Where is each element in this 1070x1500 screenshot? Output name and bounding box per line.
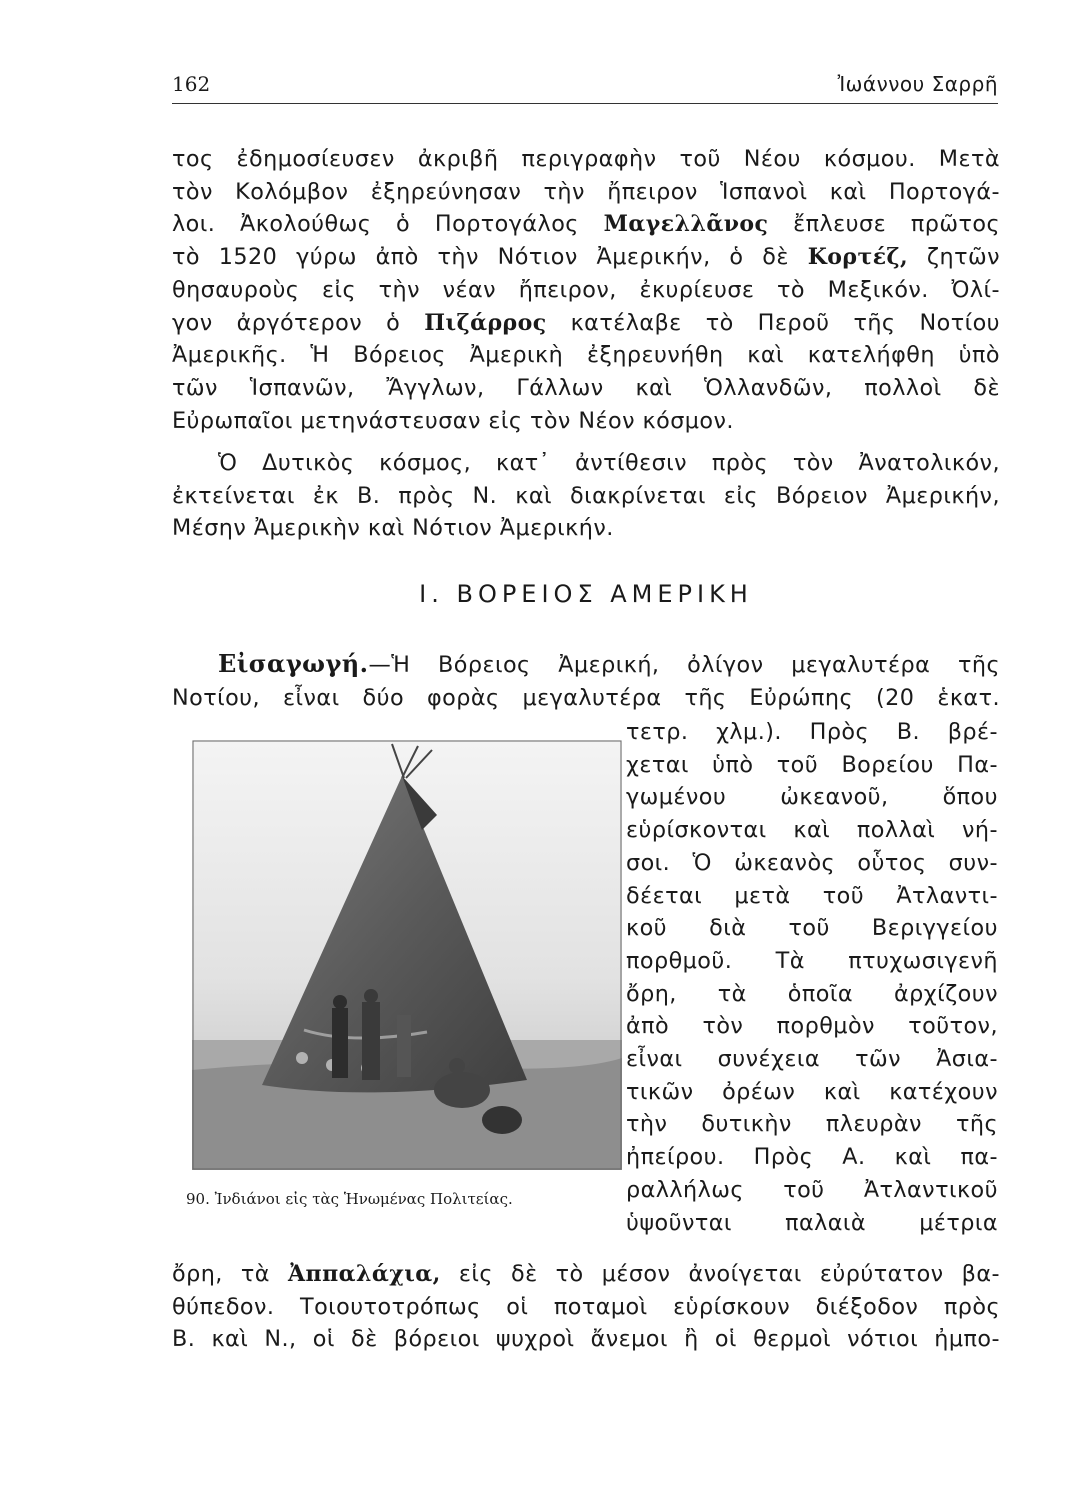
paragraph-1 (172, 143, 1000, 437)
text-line: Ὁ Δυτικὸς κόσμος, κατ᾽ ἀντίθεσιν πρὸς τὸν Ἀνατολικόν, (218, 450, 1000, 476)
text-line: Μέσην Ἀμερικὴν καὶ Νότιον Ἀμερικήν. (172, 515, 614, 542)
closing-paragraph (172, 1258, 1000, 1356)
figure-caption: 90. Ἰνδιάνοι εἰς τὰς Ἡνωμένας Πολιτείας. (186, 1190, 513, 1208)
text-line: ὄρη, τὰ ὁποῖα ἀρχίζουν (626, 980, 998, 1007)
text-line: χεται ὑπὸ τοῦ Βορείου Πα- (626, 751, 998, 778)
text-line (172, 648, 1000, 682)
name-cortez: Κορτέζ, (807, 244, 909, 271)
text-line: κοῦ διὰ τοῦ Βεριγγείου (626, 915, 998, 942)
text-line: Ἀμερικῆς. Ἡ Βόρειος Ἀμερικὴ ἐξηρευνήθη καὶ κατελήφθη ὑπὸ (172, 342, 1000, 369)
page-number: 162 (172, 72, 211, 96)
wrapped-text-column (626, 716, 998, 1239)
text-run: ἔπλευσε πρῶτος (768, 211, 1000, 238)
text-line (172, 241, 1000, 274)
text-line: τετρ. χλμ.). Πρὸς Β. βρέ- (626, 719, 998, 745)
text-line: ὑψοῦνται παλαιὰ μέτρια (626, 1209, 998, 1236)
text-line: τὴν δυτικὴν πλευρὰν τῆς (626, 1111, 998, 1138)
intro-paragraph (172, 648, 1000, 714)
text-line (172, 208, 1000, 241)
text-line (172, 1258, 1000, 1291)
header-rule (172, 103, 998, 104)
text-line: ραλλήλως τοῦ Ἀτλαντικοῦ (626, 1176, 998, 1203)
page-header (172, 72, 998, 102)
text-run: τὸ 1520 γύρω ἀπὸ τὴν Νότιον Ἀμερικήν, ὁ δὲ (172, 244, 808, 271)
text-line: θύπεδον. Τοιουτοτρόπως οἱ ποταμοὶ εὑρίσκουν διέξοδον πρὸς (172, 1293, 1000, 1320)
text-line: πορθμοῦ. Τὰ πτυχωσιγενῆ (626, 947, 998, 974)
text-run: γον ἀργότερον ὁ (172, 309, 425, 336)
text-line (172, 307, 1000, 340)
name-magellan: Μαγελλᾶνος (603, 211, 769, 238)
text-line: τικῶν ὀρέων καὶ κατέχουν (626, 1078, 998, 1105)
text-line: σοι. Ὁ ὠκεανὸς οὗτος συν- (626, 849, 998, 876)
text-line: εὑρίσκονται καὶ πολλαὶ νή- (626, 817, 998, 844)
text-run: ζητῶν (908, 244, 1000, 271)
name-pizarro: Πιζάρρος (424, 309, 547, 336)
text-line: Νοτίου, εἶναι δύο φορὰς μεγαλυτέρα τῆς Εὐρώπης (20 ἑκατ. (172, 684, 1000, 711)
text-line: τος ἐδημοσίευσεν ἀκριβῆ περιγραφὴν τοῦ Νέου κόσμου. Μετὰ (172, 146, 1000, 172)
text-line: τὸν Κολόμβον ἐξηρεύνησαν τὴν ἤπειρον Ἱσπανοὶ καὶ Πορτογά- (172, 178, 1000, 205)
text-line: ἐκτείνεται ἐκ Β. πρὸς Ν. καὶ διακρίνεται εἰς Βόρειον Ἀμερικήν, (172, 482, 1000, 509)
text-line: εἶναι συνέχεια τῶν Ἀσια- (626, 1046, 998, 1073)
text-run: —Ἡ Βόρειος Ἀμερική, ὀλίγον μεγαλυτέρα τῆς (368, 652, 1000, 678)
intro-label: Εἰσαγωγή. (218, 649, 369, 678)
name-appalachia: Ἀππαλάχια, (288, 1261, 441, 1287)
text-line: Β. καὶ Ν., οἱ δὲ βόρειοι ψυχροὶ ἄνεμοι ἢ οἱ θερμοὶ νότιοι ἠμπο- (172, 1326, 1000, 1353)
section-heading: I. ΒΟΡΕΙΟΣ ΑΜΕΡΙΚΗ (419, 580, 753, 608)
text-line: δέεται μετὰ τοῦ Ἀτλαντι- (626, 882, 998, 909)
text-line: ἠπείρου. Πρὸς Α. καὶ πα- (626, 1144, 998, 1171)
running-head: Ἰωάννου Σαρρῆ (837, 72, 998, 96)
text-run: λοι. Ἀκολούθως ὁ Πορτογάλος (172, 211, 604, 238)
text-line: Εὐρωπαῖοι μετηνάστευσαν εἰς τὸν Νέον κόσμον. (172, 407, 734, 434)
text-line: ἀπὸ τὸν πορθμὸν τοῦτον, (626, 1013, 998, 1040)
text-line: γωμένου ὠκεανοῦ, ὅπου (626, 784, 998, 811)
text-run: κατέλαβε τὸ Περοῦ τῆς Νοτίου (546, 309, 1001, 336)
figure-tipi-photo (192, 740, 622, 1170)
text-run: ὄρη, τὰ (172, 1261, 289, 1287)
text-line: θησαυροὺς εἰς τὴν νέαν ἤπειρον, ἐκυρίευσε τὸ Μεξικόν. Ὀλί- (172, 276, 1000, 303)
paragraph-2 (172, 447, 1000, 545)
text-run: εἰς δὲ τὸ μέσον ἀνοίγεται εὐρύτατον βα- (440, 1261, 1000, 1287)
text-line: τῶν Ἱσπανῶν, Ἄγγλων, Γάλλων καὶ Ὁλλανδῶν, πολλοὶ δὲ (172, 374, 1000, 401)
